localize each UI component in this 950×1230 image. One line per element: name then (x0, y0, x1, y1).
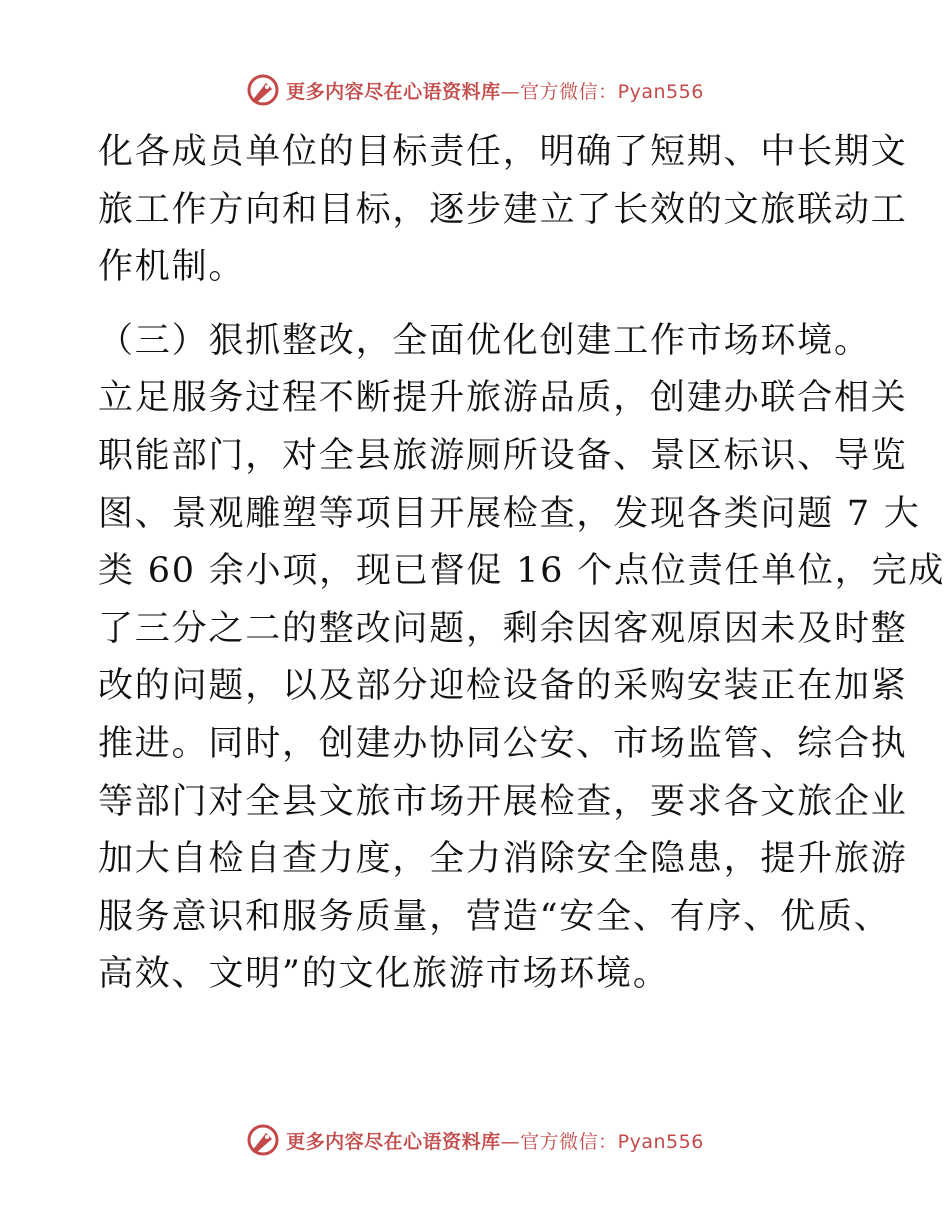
text-line: 高效、文明”的文化旅游市场环境。 (98, 954, 670, 995)
text-line: 旅工作方向和目标，逐步建立了长效的文旅联动工 (98, 189, 908, 230)
paragraph-continuation (98, 124, 908, 297)
pen-nib-logo-icon (246, 1123, 280, 1157)
watermark-text (286, 1127, 704, 1154)
header-watermark (0, 70, 950, 110)
text-line: 图、景观雕塑等项目开展检查，发现各类问题 7 大 (98, 493, 921, 534)
watermark-site-text: 更多内容尽在心语资料库 (286, 1130, 501, 1153)
footer-watermark (0, 1120, 950, 1160)
section-heading-line: （三）狠抓整改，全面优化创建工作市场环境。 (98, 320, 871, 361)
text-line: 等部门对全县文旅市场开展检查，要求各文旅企业 (98, 781, 908, 822)
watermark-contact-text: —官方微信：Pyan556 (500, 1130, 704, 1153)
text-line: 改的问题，以及部分迎检设备的采购安装正在加紧 (98, 666, 908, 707)
watermark-contact-text: —官方微信：Pyan556 (500, 80, 704, 103)
text-line: 类 60 余小项，现已督促 16 个点位责任单位，完成 (98, 551, 946, 592)
text-line: 职能部门，对全县旅游厕所设备、景区标识、导览 (98, 435, 908, 476)
text-line: 作机制。 (98, 247, 246, 288)
text-line: 加大自检自查力度，全力消除安全隐患，提升旅游 (98, 839, 908, 880)
text-line: 服务意识和服务质量，营造“安全、有序、优质、 (98, 896, 891, 937)
text-line: 了三分之二的整改问题，剩余因客观原因未及时整 (98, 608, 908, 649)
text-line: 推进。同时，创建办协同公安、市场监管、综合执 (98, 723, 908, 764)
text-line: 化各成员单位的目标责任，明确了短期、中长期文 (98, 132, 908, 172)
text-line: 立足服务过程不断提升旅游品质，创建办联合相关 (98, 378, 908, 419)
document-body (98, 124, 946, 1004)
watermark-site-text: 更多内容尽在心语资料库 (286, 80, 501, 103)
watermark-text (286, 77, 704, 104)
paragraph-section-three (98, 313, 946, 1004)
pen-nib-logo-icon (246, 73, 280, 107)
